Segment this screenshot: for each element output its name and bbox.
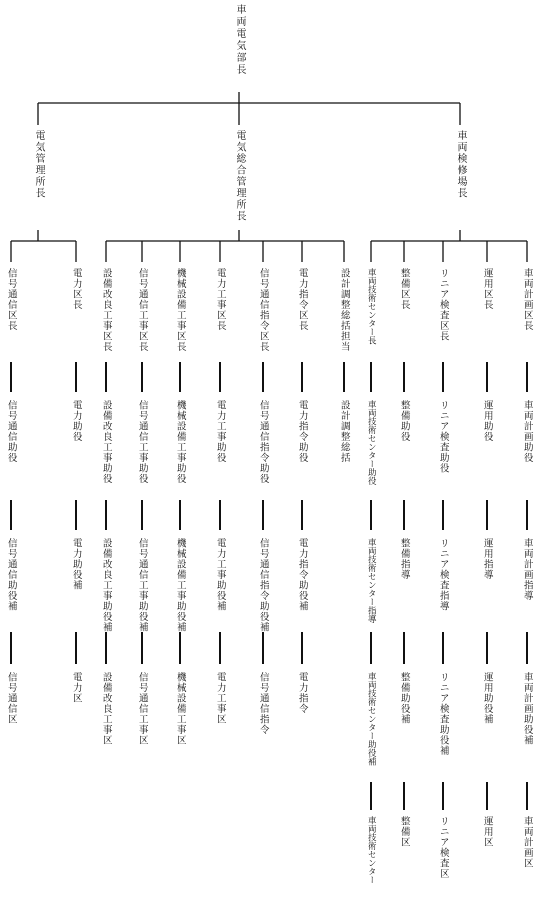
col5-unit: 機械設備工事区	[174, 672, 186, 746]
col7-assistant: 信号通信指令助役	[257, 400, 269, 484]
col7-assistant-deputy: 信号通信指令助役補	[257, 538, 269, 633]
col12-instructor: リニア検査指導	[437, 538, 449, 612]
col3-assistant-deputy: 設備改良工事助役補	[100, 538, 112, 633]
col5-assistant-deputy: 機械設備工事助役補	[174, 538, 186, 633]
col9-assistant: 設計調整総括	[338, 400, 350, 463]
col8-assistant: 電力指令助役	[296, 400, 308, 463]
root-title: 車両電気部長	[234, 4, 245, 76]
col12-assistant: リニア検査助役	[437, 400, 449, 474]
col14-instructor: 車両計画指導	[521, 538, 533, 601]
col11-instructor: 整備指導	[398, 538, 410, 580]
col1-assistant-deputy: 信号通信助役補	[5, 538, 17, 612]
col2-assistant-deputy: 電力助役補	[70, 538, 82, 591]
col13-chief: 運用区長	[481, 268, 493, 310]
col14-assistant: 車両計画助役	[521, 400, 533, 463]
col3-assistant: 設備改良工事助役	[100, 400, 112, 484]
col1-assistant: 信号通信助役	[5, 400, 17, 463]
col8-unit: 電力指令	[296, 672, 308, 714]
col6-assistant: 電力工事助役	[214, 400, 226, 463]
col14-unit: 車両計画区	[521, 816, 533, 869]
col4-assistant: 信号通信工事助役	[136, 400, 148, 484]
manager-electric-management: 電気管理所長	[33, 130, 44, 199]
col5-chief: 機械設備工事区長	[174, 268, 186, 352]
col10-assistant-deputy: 車両技術センター助役補	[366, 672, 377, 766]
col11-chief: 整備区長	[398, 268, 410, 310]
col7-chief: 信号通信指令区長	[257, 268, 269, 352]
col2-assistant: 電力助役	[70, 400, 82, 442]
col2-chief: 電力区長	[70, 268, 82, 310]
col8-chief: 電力指令区長	[296, 268, 308, 331]
col3-unit: 設備改良工事区	[100, 672, 112, 746]
col12-chief: リニア検査区長	[437, 268, 449, 342]
col10-unit: 車両技術センター	[366, 816, 377, 884]
col14-chief: 車両計画区長	[521, 268, 533, 331]
manager-electric-general-management: 電気総合管理所長	[234, 130, 245, 222]
col13-unit: 運用区	[481, 816, 493, 848]
col9-chief: 設計調整総括担当	[338, 268, 350, 352]
col6-assistant-deputy: 電力工事助役補	[214, 538, 226, 612]
col11-assistant: 整備助役	[398, 400, 410, 442]
col13-assistant: 運用助役	[481, 400, 493, 442]
col14-assistant-deputy: 車両計画助役補	[521, 672, 533, 746]
col1-unit: 信号通信区	[5, 672, 17, 725]
col4-unit: 信号通信工事区	[136, 672, 148, 746]
col11-assistant-deputy: 整備助役補	[398, 672, 410, 725]
col6-chief: 電力工事区長	[214, 268, 226, 331]
col3-chief: 設備改良工事区長	[100, 268, 112, 352]
manager-vehicle-inspection: 車両検修場長	[455, 130, 466, 199]
col4-assistant-deputy: 信号通信工事助役補	[136, 538, 148, 633]
col8-assistant-deputy: 電力指令助役補	[296, 538, 308, 612]
col10-instructor: 車両技術センター指導	[366, 538, 377, 623]
col12-assistant-deputy: リニア検査助役補	[437, 672, 449, 756]
col13-assistant-deputy: 運用助役補	[481, 672, 493, 725]
col10-assistant: 車両技術センター助役	[366, 400, 377, 485]
col2-unit: 電力区	[70, 672, 82, 704]
col1-chief: 信号通信区長	[5, 268, 17, 331]
col13-instructor: 運用指導	[481, 538, 493, 580]
col6-unit: 電力工事区	[214, 672, 226, 725]
col4-chief: 信号通信工事区長	[136, 268, 148, 352]
col12-unit: リニア検査区	[437, 816, 449, 879]
col11-unit: 整備区	[398, 816, 410, 848]
col7-unit: 信号通信指令	[257, 672, 269, 735]
col10-chief: 車両技術センター長	[366, 268, 377, 345]
col5-assistant: 機械設備工事助役	[174, 400, 186, 484]
